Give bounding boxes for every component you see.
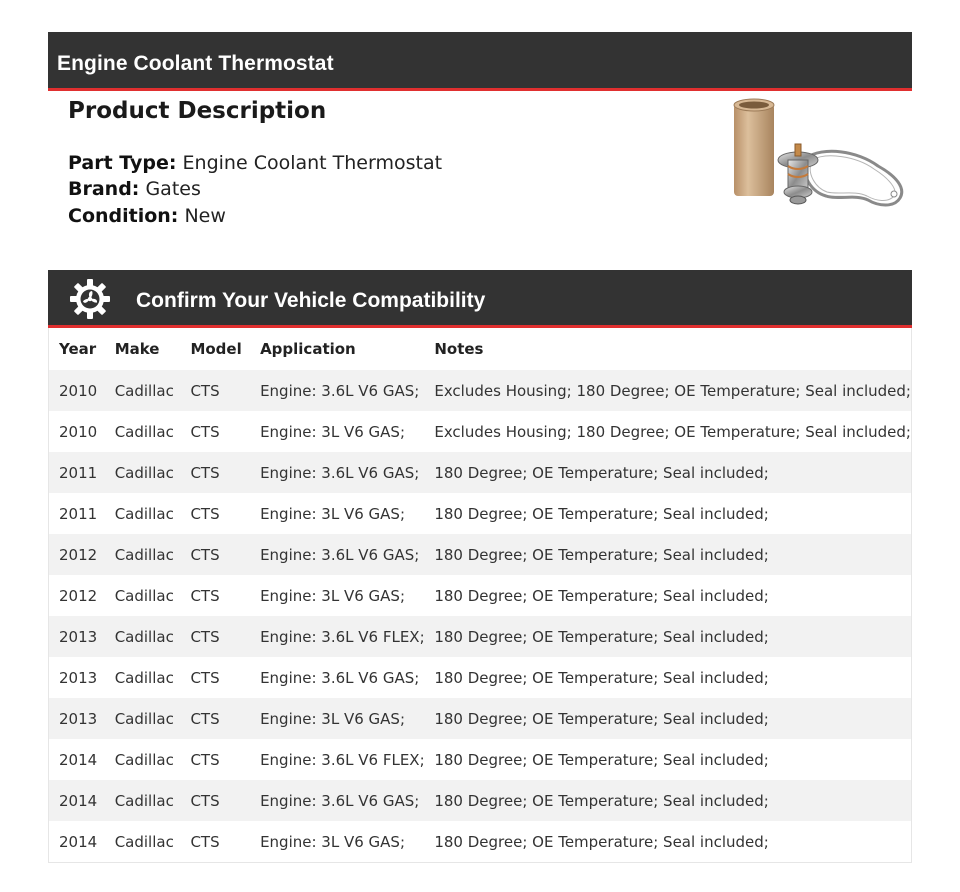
cell-make: Cadillac <box>115 452 191 493</box>
cell-make: Cadillac <box>115 370 191 411</box>
cell-make: Cadillac <box>115 739 191 780</box>
table-row <box>49 780 912 821</box>
cell-year: 2010 <box>49 411 115 452</box>
product-title: Engine Coolant Thermostat <box>57 52 334 75</box>
cell-notes: 180 Degree; OE Temperature; Seal included; <box>434 452 911 493</box>
cell-year: 2012 <box>49 575 115 616</box>
cell-application: Engine: 3.6L V6 GAS; <box>260 452 434 493</box>
cell-make: Cadillac <box>115 493 191 534</box>
compatibility-banner <box>48 270 912 328</box>
cell-year: 2014 <box>49 780 115 821</box>
cell-application: Engine: 3L V6 GAS; <box>260 821 434 863</box>
column-header-model: Model <box>190 340 242 358</box>
cell-model: CTS <box>190 534 260 575</box>
cell-model: CTS <box>190 452 260 493</box>
cell-make: Cadillac <box>115 616 191 657</box>
table-row <box>49 452 912 493</box>
spec-value: Gates <box>145 178 201 200</box>
cell-notes: 180 Degree; OE Temperature; Seal included; <box>434 616 911 657</box>
cell-application: Engine: 3.6L V6 FLEX; <box>260 739 434 780</box>
column-header-year: Year <box>59 340 97 358</box>
cell-make: Cadillac <box>115 657 191 698</box>
cell-year: 2014 <box>49 739 115 780</box>
cell-notes: Excludes Housing; 180 Degree; OE Temperature; Seal included; <box>434 411 911 452</box>
cell-year: 2012 <box>49 534 115 575</box>
compatibility-table-body <box>49 370 912 863</box>
spec-label: Part Type: <box>68 152 177 174</box>
cell-application: Engine: 3.6L V6 GAS; <box>260 657 434 698</box>
table-row <box>49 739 912 780</box>
table-row <box>49 698 912 739</box>
table-row <box>49 534 912 575</box>
cell-application: Engine: 3.6L V6 GAS; <box>260 534 434 575</box>
compatibility-title: Confirm Your Vehicle Compatibility <box>136 289 486 312</box>
table-row <box>49 821 912 863</box>
cell-notes: 180 Degree; OE Temperature; Seal included; <box>434 821 911 863</box>
thermostat-product-photo <box>728 96 908 216</box>
cell-model: CTS <box>190 616 260 657</box>
cell-model: CTS <box>190 780 260 821</box>
cell-year: 2010 <box>49 370 115 411</box>
cell-make: Cadillac <box>115 575 191 616</box>
product-description-heading: Product Description <box>68 98 327 124</box>
cell-make: Cadillac <box>115 698 191 739</box>
cell-year: 2013 <box>49 657 115 698</box>
spec-brand <box>68 176 201 202</box>
cell-model: CTS <box>190 657 260 698</box>
table-header-row <box>49 328 912 370</box>
cell-notes: Excludes Housing; 180 Degree; OE Temperature; Seal included; <box>434 370 911 411</box>
table-row <box>49 411 912 452</box>
cell-application: Engine: 3L V6 GAS; <box>260 698 434 739</box>
cell-model: CTS <box>190 739 260 780</box>
cell-application: Engine: 3L V6 GAS; <box>260 411 434 452</box>
gear-icon <box>69 278 111 320</box>
cell-notes: 180 Degree; OE Temperature; Seal included; <box>434 534 911 575</box>
column-header-notes: Notes <box>434 340 484 358</box>
cell-model: CTS <box>190 411 260 452</box>
spec-label: Brand: <box>68 178 140 200</box>
cell-application: Engine: 3.6L V6 GAS; <box>260 780 434 821</box>
cell-model: CTS <box>190 821 260 863</box>
cell-year: 2013 <box>49 616 115 657</box>
cell-make: Cadillac <box>115 821 191 863</box>
cell-notes: 180 Degree; OE Temperature; Seal included; <box>434 493 911 534</box>
cell-notes: 180 Degree; OE Temperature; Seal included; <box>434 575 911 616</box>
cell-application: Engine: 3.6L V6 GAS; <box>260 370 434 411</box>
cell-notes: 180 Degree; OE Temperature; Seal included; <box>434 657 911 698</box>
cell-make: Cadillac <box>115 411 191 452</box>
cell-make: Cadillac <box>115 780 191 821</box>
cell-model: CTS <box>190 698 260 739</box>
cell-year: 2014 <box>49 821 115 863</box>
cell-notes: 180 Degree; OE Temperature; Seal included; <box>434 698 911 739</box>
spec-part-type <box>68 150 442 176</box>
spec-label: Condition: <box>68 205 179 227</box>
table-row <box>49 575 912 616</box>
spec-value: New <box>184 205 226 227</box>
cell-model: CTS <box>190 493 260 534</box>
cell-notes: 180 Degree; OE Temperature; Seal included; <box>434 739 911 780</box>
cell-application: Engine: 3L V6 GAS; <box>260 493 434 534</box>
table-row <box>49 493 912 534</box>
cell-year: 2011 <box>49 452 115 493</box>
cell-model: CTS <box>190 370 260 411</box>
spec-value: Engine Coolant Thermostat <box>182 152 443 174</box>
cell-make: Cadillac <box>115 534 191 575</box>
compatibility-table <box>48 328 912 863</box>
table-row <box>49 616 912 657</box>
column-header-make: Make <box>114 340 160 358</box>
cell-year: 2011 <box>49 493 115 534</box>
cell-notes: 180 Degree; OE Temperature; Seal included; <box>434 780 911 821</box>
cell-model: CTS <box>190 575 260 616</box>
table-row <box>49 370 912 411</box>
table-row <box>49 657 912 698</box>
cell-application: Engine: 3.6L V6 FLEX; <box>260 616 434 657</box>
spec-condition <box>68 203 226 229</box>
cell-year: 2013 <box>49 698 115 739</box>
product-title-banner <box>48 32 912 91</box>
cell-application: Engine: 3L V6 GAS; <box>260 575 434 616</box>
column-header-application: Application <box>260 340 356 358</box>
